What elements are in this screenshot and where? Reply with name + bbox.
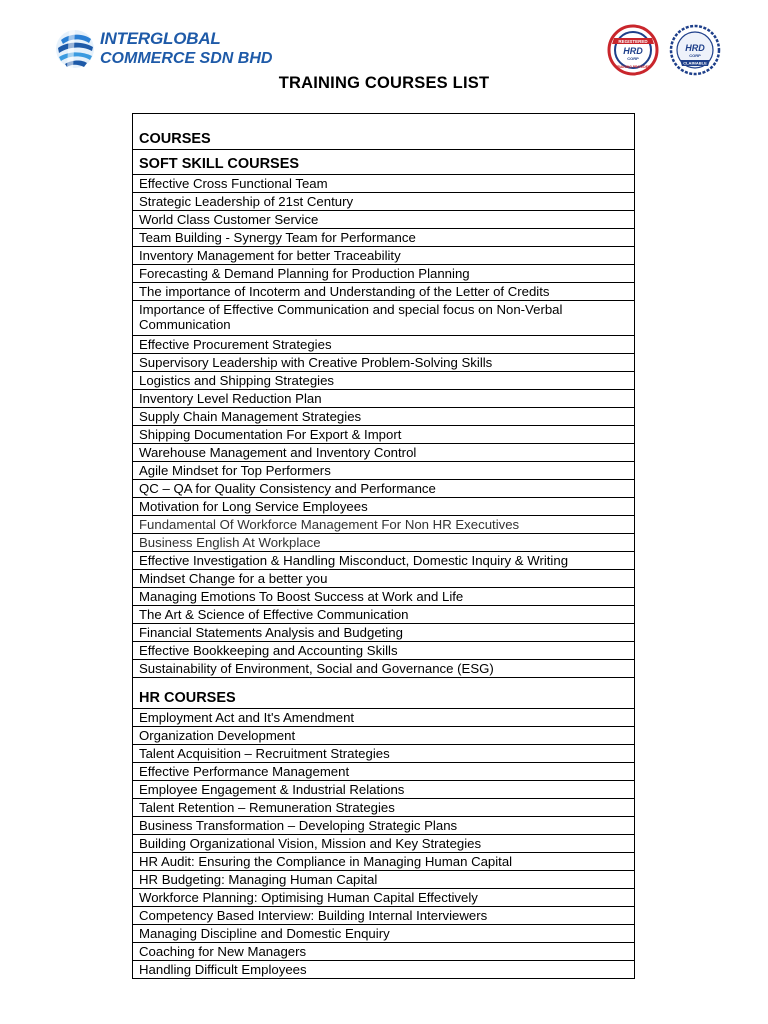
course-row: Financial Statements Analysis and Budgeting	[133, 623, 634, 641]
course-row: Handling Difficult Employees	[133, 960, 634, 978]
course-row: Mindset Change for a better you	[133, 569, 634, 587]
course-row: Building Organizational Vision, Mission and Key Strategies	[133, 834, 634, 852]
course-row: Inventory Level Reduction Plan	[133, 389, 634, 407]
badge1-bottom-text: TRAINING PROVIDER	[615, 65, 651, 69]
course-row: The Art & Science of Effective Communication	[133, 605, 634, 623]
course-row: Effective Procurement Strategies	[133, 335, 634, 353]
course-row: Supervisory Leadership with Creative Problem-Solving Skills	[133, 353, 634, 371]
course-row: Logistics and Shipping Strategies	[133, 371, 634, 389]
course-row: QC – QA for Quality Consistency and Performance	[133, 479, 634, 497]
logo-word-global: GLOBAL	[150, 29, 221, 48]
accreditation-badges	[606, 24, 722, 76]
logo-line-2: COMMERCE SDN BHD	[100, 50, 273, 67]
course-row: Competency Based Interview: Building Internal Interviewers	[133, 906, 634, 924]
course-row: HR Audit: Ensuring the Compliance in Managing Human Capital	[133, 852, 634, 870]
hrd-claimable-badge-icon	[668, 24, 722, 76]
course-row: HR Budgeting: Managing Human Capital	[133, 870, 634, 888]
course-row: Effective Performance Management	[133, 762, 634, 780]
course-row: Sustainability of Environment, Social and Governance (ESG)	[133, 659, 634, 677]
course-row: Managing Discipline and Domestic Enquiry	[133, 924, 634, 942]
course-row: Employment Act and It's Amendment	[133, 708, 634, 726]
course-row: Talent Retention – Remuneration Strategies	[133, 798, 634, 816]
course-row: Employee Engagement & Industrial Relations	[133, 780, 634, 798]
company-name	[100, 29, 272, 69]
course-row: Strategic Leadership of 21st Century	[133, 192, 634, 210]
course-row: Business Transformation – Developing Strategic Plans	[133, 816, 634, 834]
badge2-brand-text: HRD	[685, 43, 705, 53]
table-header-courses: COURSES	[139, 131, 211, 147]
badge1-sub-text: CORP	[627, 56, 639, 61]
globe-logo-icon	[55, 26, 95, 72]
course-row: Forecasting & Demand Planning for Production Planning	[133, 264, 634, 282]
course-row: Talent Acquisition – Recruitment Strategies	[133, 744, 634, 762]
course-row: Shipping Documentation For Export & Import	[133, 425, 634, 443]
course-row: Effective Bookkeeping and Accounting Skills	[133, 641, 634, 659]
course-row: Effective Investigation & Handling Misconduct, Domestic Inquiry & Writing	[133, 551, 634, 569]
course-row: The importance of Incoterm and Understanding of the Letter of Credits	[133, 282, 634, 300]
page-title: TRAINING COURSES LIST	[278, 74, 490, 92]
course-row: Warehouse Management and Inventory Control	[133, 443, 634, 461]
course-row: Workforce Planning: Optimising Human Capital Effectively	[133, 888, 634, 906]
course-row: Motivation for Long Service Employees	[133, 497, 634, 515]
course-row: Agile Mindset for Top Performers	[133, 461, 634, 479]
section-heading-hr: HR COURSES	[133, 677, 634, 708]
section-heading-soft-skill: SOFT SKILL COURSES	[133, 149, 634, 174]
course-row: Team Building - Synergy Team for Performance	[133, 228, 634, 246]
logo-word-inter: INTER	[100, 29, 151, 48]
course-row: Coaching for New Managers	[133, 942, 634, 960]
course-row: Organization Development	[133, 726, 634, 744]
course-row: Fundamental Of Workforce Management For Non HR Executives	[133, 515, 634, 533]
course-row: Supply Chain Management Strategies	[133, 407, 634, 425]
course-row: World Class Customer Service	[133, 210, 634, 228]
course-row: Business English At Workplace	[133, 533, 634, 551]
badge1-brand-text: HRD	[623, 46, 643, 56]
badge2-bottom-text: CLAIMABLE	[683, 60, 707, 66]
courses-table	[132, 113, 635, 979]
badge1-top-text: REGISTERED	[618, 39, 648, 44]
course-row: Importance of Effective Communication and special focus on Non-Verbal Communication	[133, 300, 634, 335]
company-logo	[55, 26, 273, 74]
course-row: Inventory Management for better Traceability	[133, 246, 634, 264]
course-row: Managing Emotions To Boost Success at Work and Life	[133, 587, 634, 605]
badge2-sub-text: CORP	[689, 53, 701, 58]
course-row: Effective Cross Functional Team	[133, 174, 634, 192]
hrd-registered-badge-icon	[606, 24, 660, 76]
